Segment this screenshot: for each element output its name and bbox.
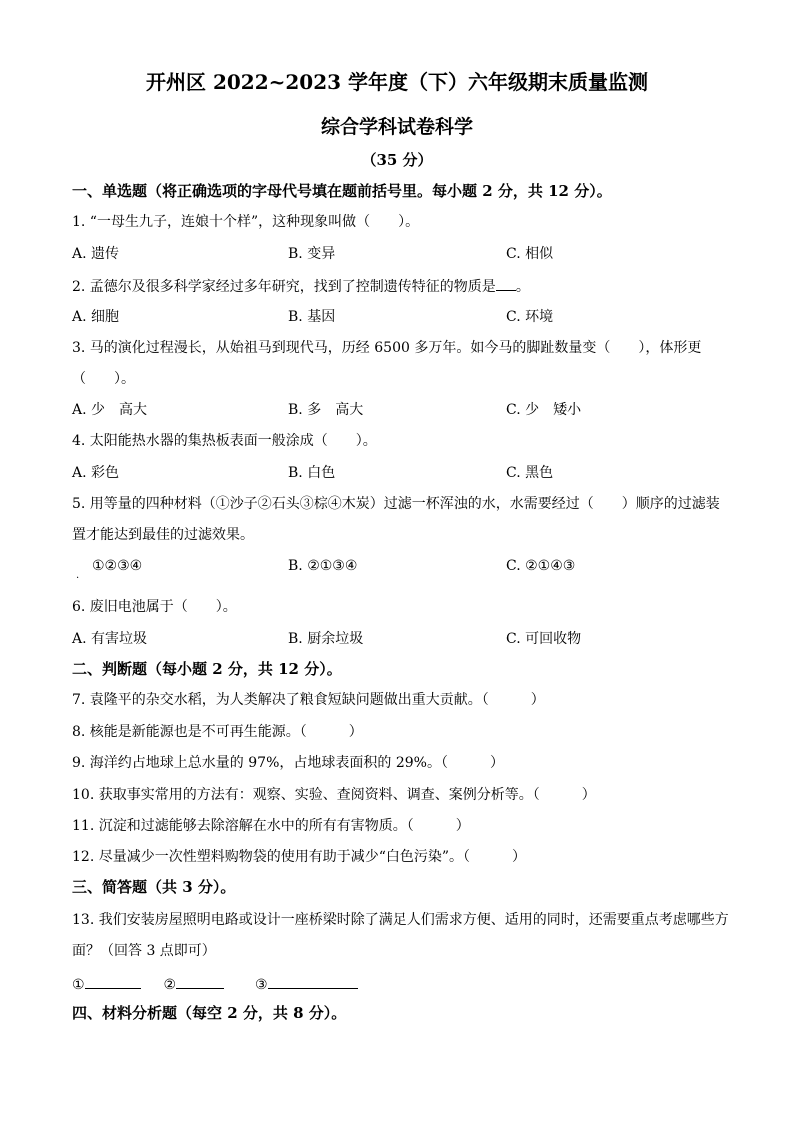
page-title: 开州区 2022~2023 学年度（下）六年级期末质量监测 — [145, 70, 648, 94]
total-score: （35 分） — [361, 151, 433, 169]
q2-option-a: A. 细胞 — [72, 309, 120, 325]
q3-option-c: C. 少 矮小 — [506, 402, 582, 418]
question-4: 4. 太阳能热水器的集热板表面一般涂成（ ）。 — [72, 433, 377, 449]
section-short-answer: 三、简答题（共 3 分）。 — [72, 878, 236, 896]
q6-option-b: B. 厨余垃圾 — [288, 631, 364, 647]
q3-option-a: A. 少 高大 — [72, 402, 148, 418]
q3-option-b: B. 多 高大 — [288, 402, 364, 418]
section-material-analysis: 四、材料分析题（每空 2 分，共 8 分）。 — [72, 1004, 347, 1022]
q6-option-a: A. 有害垃圾 — [72, 631, 148, 647]
option-a-mark: . — [76, 570, 80, 581]
answer-blanks — [72, 974, 358, 994]
q5-option-b: B. ②①③④ — [288, 558, 358, 574]
q5-option-c: C. ②①④③ — [506, 558, 576, 574]
q2-text: 2. 孟德尔及很多科学家经过多年研究，找到了控制遗传特征的物质是 — [72, 279, 496, 295]
q2-tail: 。 — [515, 279, 530, 295]
question-3-cont: （ ）。 — [72, 371, 135, 387]
question-7: 7. 袁隆平的杂交水稻，为人类解决了粮食短缺问题做出重大贡献。（ ） — [72, 692, 545, 708]
page-subtitle: 综合学科试卷科学 — [320, 116, 473, 138]
answer-blank-3[interactable] — [268, 974, 358, 989]
section-true-false: 二、判断题（每小题 2 分，共 12 分）。 — [72, 660, 342, 678]
q6-option-c: C. 可回收物 — [506, 631, 582, 647]
q4-option-b: B. 白色 — [288, 465, 336, 481]
question-13-cont: 面？（回答 3 点即可） — [72, 943, 216, 959]
question-1: 1. “一母生九子，连娘十个样”，这种现象叫做（ ）。 — [72, 214, 420, 230]
q2-option-b: B. 基因 — [288, 309, 336, 325]
blank-2-label: ② — [163, 977, 177, 993]
q4-option-c: C. 黑色 — [506, 465, 554, 481]
question-8: 8. 核能是新能源也是不可再生能源。（ ） — [72, 724, 363, 740]
q4-option-a: A. 彩色 — [72, 465, 120, 481]
q1-option-a: A. 遗传 — [72, 246, 120, 262]
question-9: 9. 海洋约占地球上总水量的 97%，占地球表面积的 29%。（ ） — [72, 755, 504, 771]
question-13: 13. 我们安装房屋照明电路或设计一座桥梁时除了满足人们需求方便、适用的同时，还需要重点考虑哪些方 — [72, 912, 729, 928]
question-5-cont: 置才能达到最佳的过滤效果。 — [72, 527, 254, 543]
q2-blank — [496, 276, 516, 291]
q1-option-b: B. 变异 — [288, 246, 336, 262]
blank-3-label: ③ — [254, 977, 268, 993]
section-single-choice: 一、单选题（将正确选项的字母代号填在题前括号里。每小题 2 分，共 12 分）。 — [72, 182, 612, 200]
question-3: 3. 马的演化过程漫长，从始祖马到现代马，历经 6500 多万年。如今马的脚趾数量变（ ），体形更 — [72, 340, 702, 356]
question-10: 10. 获取事实常用的方法有：观察、实验、查阅资料、调查、案例分析等。（ ） — [72, 787, 596, 803]
question-6: 6. 废旧电池属于（ ）。 — [72, 599, 237, 615]
answer-blank-2[interactable] — [176, 974, 224, 989]
answer-blank-1[interactable] — [85, 974, 141, 989]
q1-option-c: C. 相似 — [506, 246, 554, 262]
question-11: 11. 沉淀和过滤能够去除溶解在水中的所有有害物质。（ ） — [72, 818, 470, 834]
question-2 — [72, 276, 530, 296]
question-5: 5. 用等量的四种材料（①沙子②石头③棕④木炭）过滤一杯浑浊的水，水需要经过（ ）顺序的过滤装 — [72, 496, 720, 512]
blank-1-label: ① — [72, 977, 85, 993]
q5-option-a: ①②③④ — [92, 558, 143, 574]
question-12: 12. 尽量减少一次性塑料购物袋的使用有助于减少“白色污染”。（ ） — [72, 849, 527, 865]
q2-option-c: C. 环境 — [506, 309, 554, 325]
